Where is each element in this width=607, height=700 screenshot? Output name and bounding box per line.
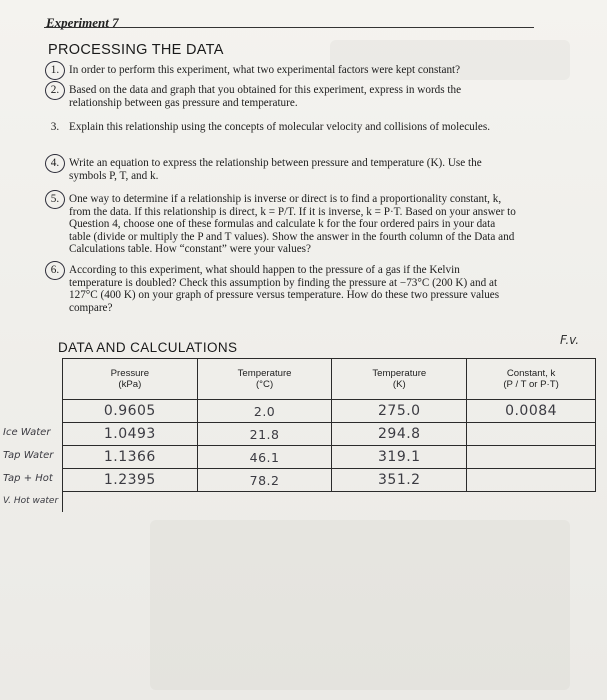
row-label: V. Hot water (3, 496, 59, 506)
row-label: Ice Water (3, 427, 51, 438)
cell-temp-c: 21.8 (197, 423, 332, 446)
question-number: 3. (50, 121, 60, 133)
header-constant: Constant, k (P / T or P·T) (467, 359, 596, 400)
bleed-through-text (150, 520, 570, 690)
row-label: Tap Water (3, 450, 54, 461)
question-number: 4. (46, 157, 64, 170)
question-text: In order to perform this experiment, what two experimental factors were kept constant? (69, 64, 461, 76)
cell-temp-k: 275.0 (332, 400, 467, 423)
cell-pressure: 1.2395 (63, 469, 198, 492)
header-rule (44, 27, 534, 28)
cell-pressure: 0.9605 (63, 400, 198, 423)
header-temp-k: Temperature (K) (332, 359, 467, 400)
question-text: Based on the data and graph that you obtained for this experiment, express in words the relationship between gas pressure and temperature. (69, 84, 462, 109)
cell-constant: 0.0084 (467, 400, 596, 423)
question-4 (46, 157, 516, 182)
experiment-label: Experiment 7 (46, 15, 119, 30)
cell-temp-c: 46.1 (197, 446, 332, 469)
data-table (62, 358, 596, 492)
cell-temp-c: 2.0 (197, 400, 332, 423)
row-label: Tap + Hot (3, 473, 53, 484)
question-number: 1. (46, 64, 64, 77)
header-temp-c: Temperature (°C) (197, 359, 332, 400)
cell-constant (467, 423, 596, 446)
handwritten-annotation: F.v. (560, 333, 580, 347)
question-text: One way to determine if a relationship is inverse or direct is to find a proportionality constant, k, from the data. If this relationship is direct, k = P/T. If it is inverse, k = P·T. Based on your answer to Question 4, choose one of these formulas and calculate k for the four ordered pairs in your data table (divide or multiply the P and T values). Show the answer in the fourth column of the Data and Calculations table. How “constant” were your values? (69, 193, 516, 256)
question-1 (46, 64, 516, 77)
table-row (63, 400, 596, 423)
cell-pressure: 1.0493 (63, 423, 198, 446)
question-6 (46, 264, 516, 314)
question-number: 6. (46, 264, 64, 277)
question-text: According to this experiment, what should happen to the pressure of a gas if the Kelvin temperature is doubled? Check this assumption by finding the pressure at −73°C (200 K) and at 127°C (400 K) on your graph of pressure versus temperature. How do these two pressure values compare? (69, 264, 500, 314)
table-header-row (63, 359, 596, 400)
table-row (63, 446, 596, 469)
question-number: 2. (46, 84, 64, 97)
question-text: Explain this relationship using the concepts of molecular velocity and collisions of molecules. (69, 121, 490, 133)
table-row (63, 469, 596, 492)
cell-temp-k: 294.8 (332, 423, 467, 446)
cell-pressure: 1.1366 (63, 446, 198, 469)
cell-constant (467, 469, 596, 492)
cell-temp-c: 78.2 (197, 469, 332, 492)
question-number: 5. (46, 193, 64, 206)
cell-temp-k: 319.1 (332, 446, 467, 469)
section-title: PROCESSING THE DATA (48, 42, 224, 58)
question-3 (46, 121, 516, 134)
cell-constant (467, 446, 596, 469)
question-5 (46, 193, 516, 256)
table-row (63, 423, 596, 446)
cell-temp-k: 351.2 (332, 469, 467, 492)
data-calculations-title: DATA AND CALCULATIONS (58, 340, 238, 355)
question-2 (46, 84, 516, 109)
question-text: Write an equation to express the relationship between pressure and temperature (K). Use the symbols P, T, and k. (69, 157, 482, 182)
header-pressure: Pressure (kPa) (63, 359, 198, 400)
